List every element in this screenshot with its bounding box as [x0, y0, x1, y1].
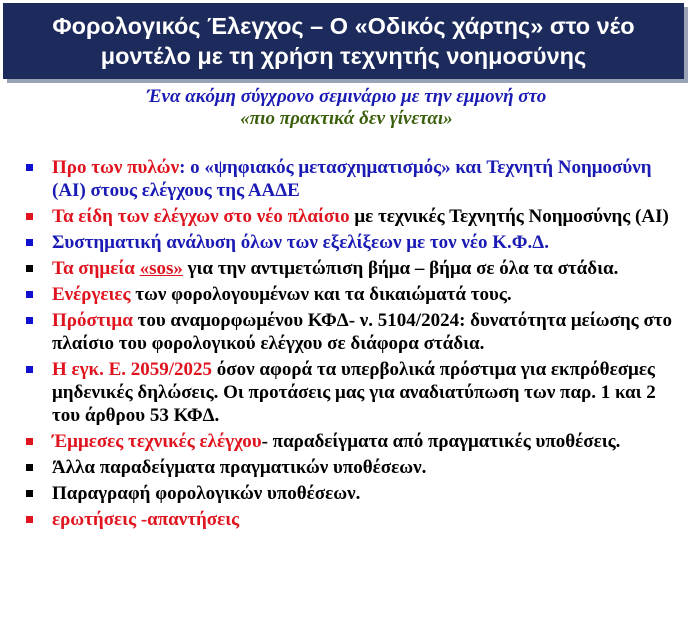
list-item — [0, 257, 693, 280]
list-item-text: για την αντιμετώπιση βήμα – βήμα σε όλα τα στάδια. — [182, 258, 619, 279]
list-item-text: με τεχνικές Τεχνητής Νοημοσύνης (AI) — [349, 206, 669, 227]
list-item-text: Πρόστιμα — [52, 310, 133, 331]
list-item — [0, 430, 693, 453]
list-item-text: όσον αφορά τα υπερβολικά πρόστιμα για εκπρόθεσμες μηδενικές δηλώσεις. Οι προτάσεις μας για αναδιατύπωση των παρ. 1 και 2 του άρθρου 53 ΚΦΔ. — [52, 359, 656, 426]
list-item-text: Άλλα παραδείγματα πραγματικών υποθέσεων. — [52, 457, 427, 478]
square-bullet-icon — [26, 291, 33, 298]
square-bullet-icon — [26, 366, 33, 373]
agenda-list — [0, 156, 693, 534]
list-item-text: Παραγραφή φορολογικών υποθέσεων. — [52, 483, 361, 504]
title-line-2: μοντέλο με τη χρήση τεχνητής νοημοσύνης — [100, 43, 587, 69]
square-bullet-icon — [26, 464, 33, 471]
list-item-text: Η εγκ. Ε. 2059/2025 — [52, 359, 213, 380]
square-bullet-icon — [26, 317, 33, 324]
list-item-text: του αναμορφωμένου ΚΦΔ- ν. 5104/2024: δυνατότητα μείωσης στο πλαίσιο του φορολογικού ελέγχου σε διάφορα στάδια. — [52, 310, 673, 354]
subtitle-line-2: «πιο πρακτικά δεν γίνεται» — [240, 108, 453, 129]
square-bullet-icon — [26, 239, 33, 246]
list-item-text: - παραδείγματα από πραγματικές υποθέσεις. — [261, 431, 621, 452]
square-bullet-icon — [26, 516, 33, 523]
square-bullet-icon — [26, 164, 33, 171]
list-item-text: Τα είδη των ελέγχων στο νέο πλαίσιο — [52, 206, 350, 227]
square-bullet-icon — [26, 438, 33, 445]
list-item-text: Τα σημεία — [52, 258, 140, 279]
list-item — [0, 358, 693, 427]
title-banner — [3, 3, 684, 79]
list-item-text: Ενέργειες — [52, 284, 131, 305]
list-item-text: Έμμεσες τεχνικές ελέγχου — [52, 431, 262, 452]
list-item — [0, 205, 693, 228]
list-item-text: «sos» — [139, 258, 183, 279]
list-item — [0, 283, 693, 306]
list-item-text: : ο «ψηφιακός μετασχηματισμός» και Τεχνητή Νοημοσύνη (AI) στους ελέγχους της ΑΑΔΕ — [52, 157, 652, 201]
list-item-text: Προ των πυλών — [52, 157, 180, 178]
list-item — [0, 309, 693, 355]
list-item-text: ερωτήσεις -απαντήσεις — [52, 509, 240, 530]
list-item — [0, 156, 693, 202]
title-line-1: Φορολογικός Έλεγχος – Ο «Οδικός χάρτης» στο νέο — [52, 13, 635, 39]
subtitle — [0, 86, 693, 130]
list-item — [0, 231, 693, 254]
list-item-text: Συστηματική ανάλυση όλων των εξελίξεων με τον νέο Κ.Φ.Δ. — [52, 232, 549, 253]
subtitle-line-1: Ένα ακόμη σύγχρονο σεμινάριο με την εμμονή στο — [146, 86, 547, 107]
square-bullet-icon — [26, 213, 33, 220]
list-item-text: των φορολογουμένων και τα δικαιώματά τους. — [130, 284, 512, 305]
list-item — [0, 508, 693, 531]
list-item — [0, 482, 693, 505]
list-item — [0, 456, 693, 479]
square-bullet-icon — [26, 490, 33, 497]
square-bullet-icon — [26, 265, 33, 272]
